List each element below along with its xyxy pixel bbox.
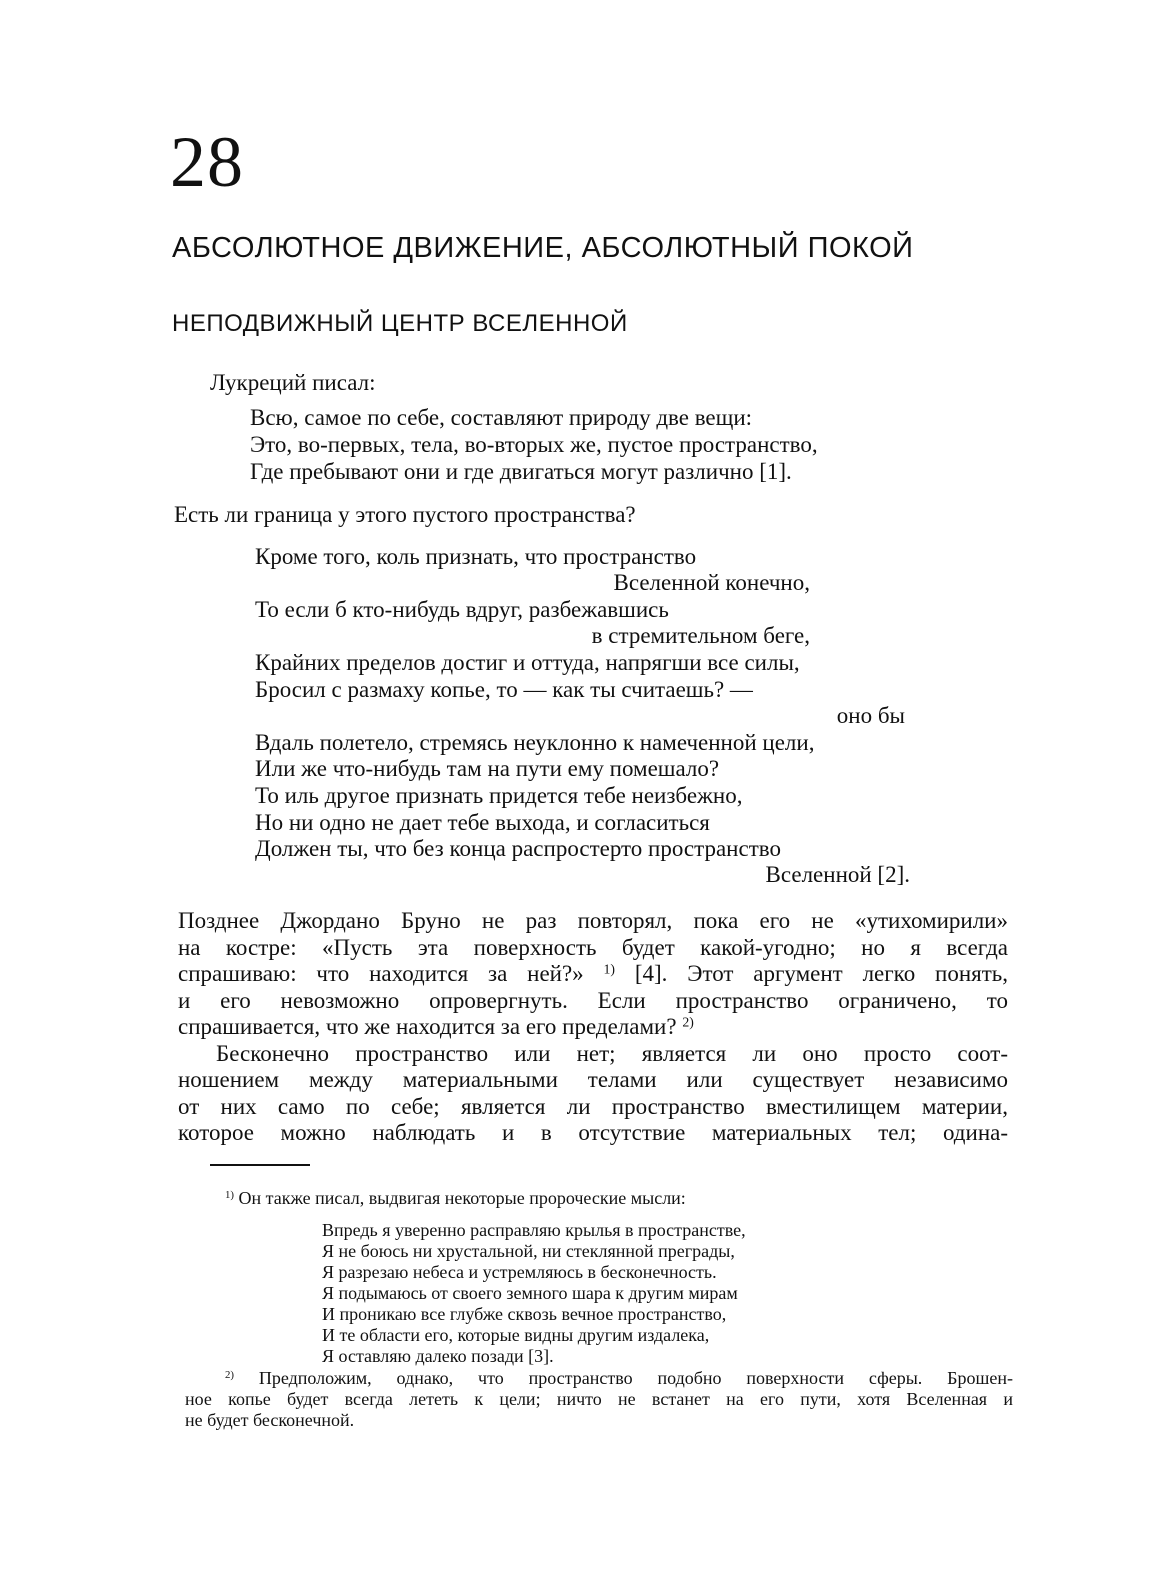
poem-line: Кроме того, коль признать, что пространство <box>255 544 697 569</box>
poem-line: Но ни одно не дает тебе выхода, и согласиться <box>255 810 710 835</box>
paragraph-line <box>178 1014 694 1040</box>
footnote-poem-line: Я не боюсь ни хрустальной, ни стеклянной преграды, <box>322 1241 735 1261</box>
footnote-text: Предположим, однако, что пространство подобно поверхности сферы. Брошен- <box>258 1368 1013 1388</box>
paragraph-line: Бесконечно пространство или нет; является ли оно просто соот- <box>216 1041 1008 1066</box>
paragraph-line <box>178 961 1008 987</box>
chapter-title: АБСОЛЮТНОЕ ДВИЖЕНИЕ, АБСОЛЮТНЫЙ ПОКОЙ <box>172 232 914 264</box>
footnote-poem-line: И проникаю все глубже сквозь вечное пространство, <box>322 1304 727 1324</box>
poem-line: Крайних пределов достиг и оттуда, напрягши все силы, <box>255 650 800 675</box>
footnote-marker-2: 2) <box>225 1369 234 1382</box>
paragraph-line: на костре: «Пусть эта поверхность будет какой-угодно; но я всегда <box>178 935 1008 960</box>
footnote-ref-2[interactable]: 2) <box>682 1014 694 1030</box>
intro-line: Лукреций писал: <box>210 370 376 395</box>
footnote-poem-line: Я оставляю далеко позади [3]. <box>322 1346 554 1366</box>
paragraph-segment: спрашиваю: что находится за ней?» <box>178 961 584 986</box>
poem-line-continuation: в стремительном беге, <box>591 623 810 648</box>
question-line: Есть ли граница у этого пустого пространства? <box>174 502 636 527</box>
poem-line: Бросил с размаху копье, то — как ты считаешь? — <box>255 677 753 702</box>
footnote-poem-line: И те области его, которые видны другим издалека, <box>322 1325 710 1345</box>
footnote-poem-line: Я разрезаю небеса и устремляюсь в бесконечность. <box>322 1262 717 1282</box>
poem-line: Всю, самое по себе, составляют природу две вещи: <box>250 405 753 430</box>
footnote-poem-line: Я подымаюсь от своего земного шара к другим мирам <box>322 1283 738 1303</box>
footnote-line <box>225 1368 1013 1389</box>
footnote-line <box>225 1188 686 1209</box>
section-title: НЕПОДВИЖНЫЙ ЦЕНТР ВСЕЛЕННОЙ <box>172 310 628 337</box>
poem-line: То если б кто-нибудь вдруг, разбежавшись <box>255 597 669 622</box>
footnote-poem-line: Впредь я уверенно расправляю крылья в пространстве, <box>322 1220 746 1240</box>
poem-line: Вдаль полетело, стремясь неуклонно к намеченной цели, <box>255 730 815 755</box>
poem-line: Должен ты, что без конца распростерто пространство <box>255 836 781 861</box>
poem-line-continuation: Вселенной конечно, <box>613 570 810 595</box>
paragraph-line: ношением между материальными телами или существует независимо <box>178 1067 1008 1092</box>
paragraph-segment: спрашивается, что же находится за его пределами? <box>178 1014 677 1039</box>
poem-line-continuation: оно бы <box>836 703 905 728</box>
footnote-ref-1[interactable]: 1) <box>603 961 616 977</box>
paragraph-line: и его невозможно опровергнуть. Если пространство ограничено, то <box>178 988 1008 1013</box>
poem-line: То иль другое признать придется тебе неизбежно, <box>255 783 743 808</box>
poem-line: Или же что-нибудь там на пути ему помешало? <box>255 756 720 781</box>
footnote-line: ное копье будет всегда лететь к цели; ничто не встанет на его пути, хотя Вселенная и <box>185 1389 1013 1409</box>
footnote-line: не будет бесконечной. <box>185 1410 355 1430</box>
poem-line-continuation: Вселенной [2]. <box>765 862 910 887</box>
paragraph-segment: [4]. Этот аргумент легко понять, <box>634 961 1009 986</box>
poem-line: Это, во-первых, тела, во-вторых же, пустое пространство, <box>250 432 818 457</box>
paragraph-line: Позднее Джордано Бруно не раз повторял, пока его не «утихомирили» <box>178 908 1008 933</box>
paragraph-line: которое можно наблюдать и в отсутствие материальных тел; одина- <box>178 1120 1008 1145</box>
footnote-marker-1: 1) <box>225 1189 234 1202</box>
poem-line: Где пребывают они и где двигаться могут различно [1]. <box>250 459 792 484</box>
footnote-divider <box>210 1164 310 1166</box>
footnote-intro: Он также писал, выдвигая некоторые пророческие мысли: <box>238 1188 686 1208</box>
chapter-number: 28 <box>170 122 244 202</box>
paragraph-line: от них само по себе; является ли пространство вместилищем материи, <box>178 1094 1008 1119</box>
